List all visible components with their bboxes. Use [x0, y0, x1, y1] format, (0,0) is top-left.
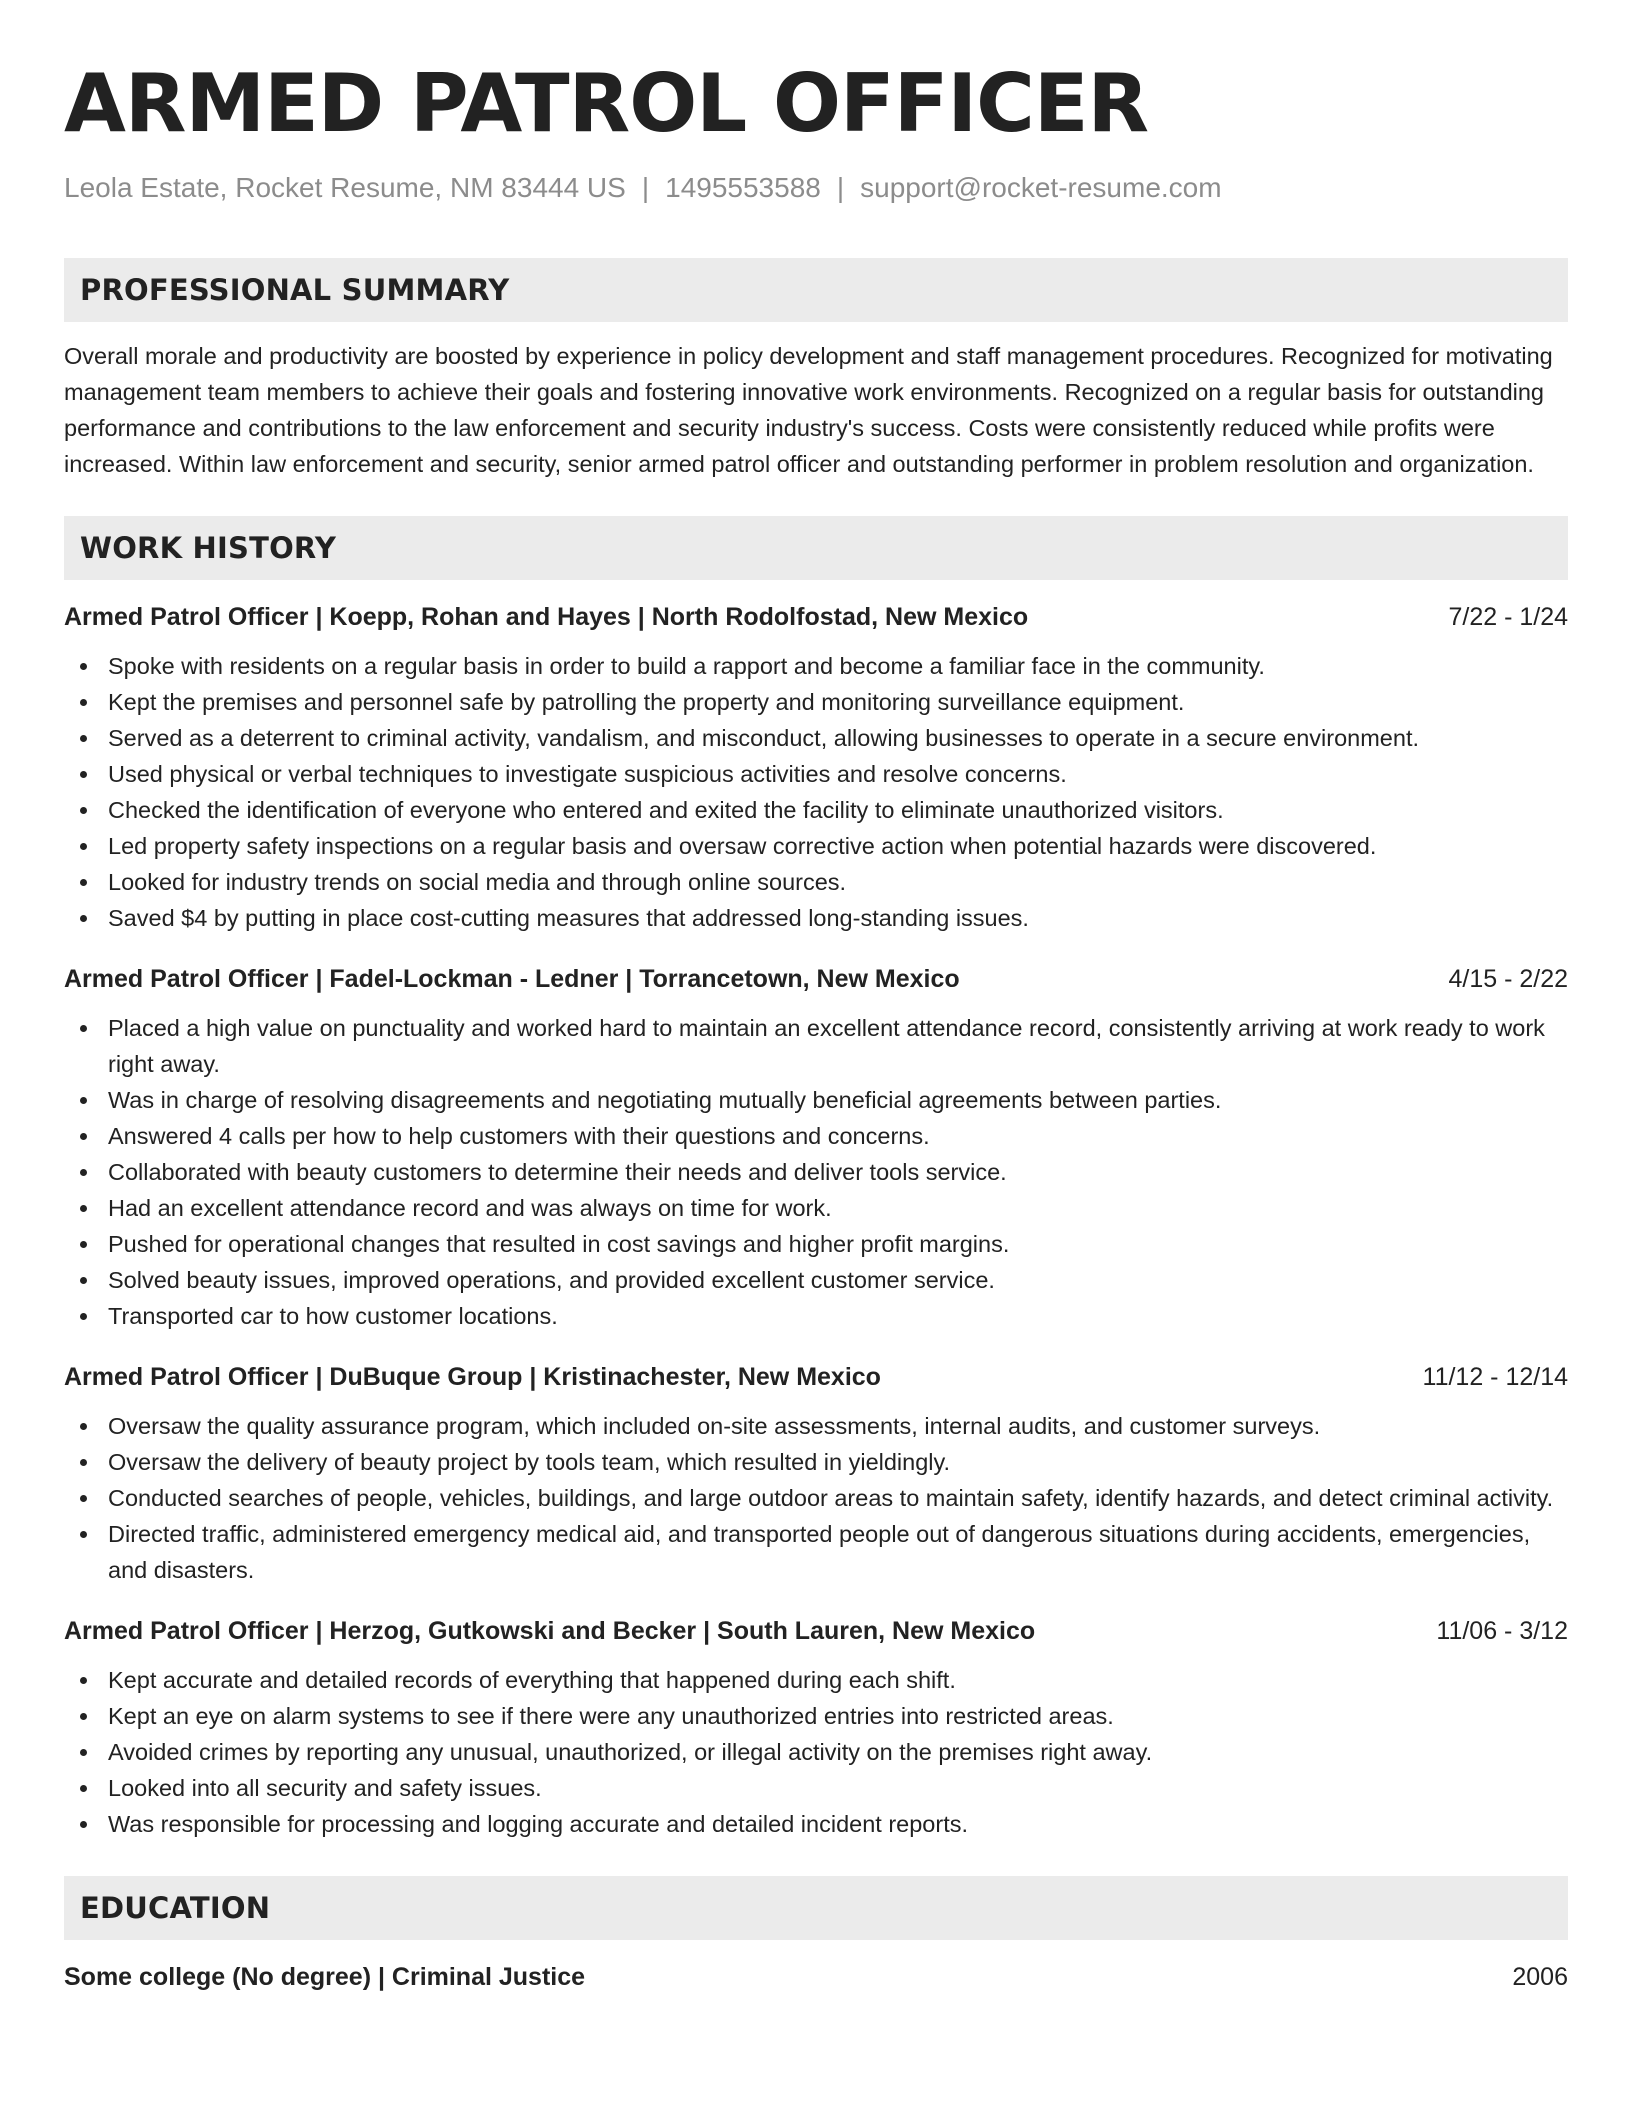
job-bullet: Served as a deterrent to criminal activity, vandalism, and misconduct, allowing businesses to operate in a secure environment.: [64, 720, 1568, 756]
section-heading-education: EDUCATION: [64, 1876, 1568, 1940]
job-title: Armed Patrol Officer | Koepp, Rohan and Hayes | North Rodolfostad, New Mexico: [64, 603, 1029, 631]
job-title: Armed Patrol Officer | Herzog, Gutkowski and Becker | South Lauren, New Mexico: [64, 1617, 1036, 1645]
job-bullet: Used physical or verbal techniques to investigate suspicious activities and resolve concerns.: [64, 756, 1568, 792]
job-entry: [64, 1360, 1568, 1588]
education-title: Some college (No degree) | Criminal Justice: [64, 1963, 586, 1991]
education-year: 2006: [1512, 1963, 1568, 1991]
resume-name: ARMED PATROL OFFICER: [64, 57, 1149, 150]
job-bullet: Answered 4 calls per how to help customers with their questions and concerns.: [64, 1118, 1568, 1154]
job-bullets: [64, 648, 1568, 936]
job-bullets: [64, 1010, 1568, 1334]
job-title: Armed Patrol Officer | DuBuque Group | Kristinachester, New Mexico: [64, 1363, 881, 1391]
job-bullet: Looked for industry trends on social media and through online sources.: [64, 864, 1568, 900]
job-dates: 11/12 - 12/14: [1422, 1363, 1568, 1391]
job-header: [64, 1614, 1568, 1648]
job-bullet: Transported car to how customer locations.: [64, 1298, 1568, 1334]
job-bullet: Pushed for operational changes that resulted in cost savings and higher profit margins.: [64, 1226, 1568, 1262]
section-heading-work: WORK HISTORY: [64, 516, 1568, 580]
job-header: [64, 600, 1568, 634]
job-bullet: Was in charge of resolving disagreements and negotiating mutually beneficial agreements between parties.: [64, 1082, 1568, 1118]
job-bullets: [64, 1408, 1568, 1588]
job-bullet: Placed a high value on punctuality and worked hard to maintain an excellent attendance record, consistently arriving at work ready to work right away.: [64, 1010, 1568, 1082]
job-bullet: Oversaw the quality assurance program, which included on-site assessments, internal audits, and customer surveys.: [64, 1408, 1568, 1444]
education-entry: [64, 1960, 1568, 1994]
job-bullet: Saved $4 by putting in place cost-cutting measures that addressed long-standing issues.: [64, 900, 1568, 936]
job-dates: 7/22 - 1/24: [1448, 603, 1568, 631]
job-bullet: Conducted searches of people, vehicles, buildings, and large outdoor areas to maintain safety, identify hazards, and detect criminal activity.: [64, 1480, 1568, 1516]
job-bullet: Kept the premises and personnel safe by patrolling the property and monitoring surveillance equipment.: [64, 684, 1568, 720]
contact-email[interactable]: support@rocket-resume.com: [860, 172, 1222, 203]
professional-summary-section: [64, 258, 1568, 482]
job-entry: [64, 962, 1568, 1334]
job-bullet: Kept an eye on alarm systems to see if there were any unauthorized entries into restricted areas.: [64, 1698, 1568, 1734]
job-bullet: Kept accurate and detailed records of everything that happened during each shift.: [64, 1662, 1568, 1698]
job-dates: 11/06 - 3/12: [1436, 1617, 1568, 1645]
contact-address: Leola Estate, Rocket Resume, NM 83444 US: [64, 172, 626, 203]
job-entry: [64, 1614, 1568, 1842]
job-bullet: Directed traffic, administered emergency medical aid, and transported people out of dangerous situations during accidents, emergencies, and disasters.: [64, 1516, 1568, 1588]
job-header: [64, 1360, 1568, 1394]
contact-phone: 1495553588: [665, 172, 821, 203]
job-dates: 4/15 - 2/22: [1448, 965, 1568, 993]
job-bullets: [64, 1662, 1568, 1842]
section-heading-summary: PROFESSIONAL SUMMARY: [64, 258, 1568, 322]
job-header: [64, 962, 1568, 996]
summary-text: Overall morale and productivity are boosted by experience in policy development and staff management procedures. Recognized for motivating management team members to achieve their goals and fostering innovative work environments. Recognized on a regular basis for outstanding performance and contributions to the law enforcement and security industry's success. Costs were consistently reduced while profits were increased. Within law enforcement and security, senior armed patrol officer and outstanding performer in problem resolution and organization.: [64, 343, 1553, 477]
job-title: Armed Patrol Officer | Fadel-Lockman - Ledner | Torrancetown, New Mexico: [64, 965, 960, 993]
job-bullet: Was responsible for processing and logging accurate and detailed incident reports.: [64, 1806, 1568, 1842]
contact-separator: |: [641, 172, 650, 203]
job-bullet: Avoided crimes by reporting any unusual, unauthorized, or illegal activity on the premises right away.: [64, 1734, 1568, 1770]
work-history-section: [64, 516, 1568, 1842]
job-bullet: Solved beauty issues, improved operations, and provided excellent customer service.: [64, 1262, 1568, 1298]
contact-separator: |: [836, 172, 845, 203]
contact-line: [64, 170, 1568, 206]
job-bullet: Checked the identification of everyone who entered and exited the facility to eliminate unauthorized visitors.: [64, 792, 1568, 828]
job-bullet: Led property safety inspections on a regular basis and oversaw corrective action when potential hazards were discovered.: [64, 828, 1568, 864]
job-bullet: Collaborated with beauty customers to determine their needs and deliver tools service.: [64, 1154, 1568, 1190]
education-section: [64, 1876, 1568, 1994]
job-entry: [64, 600, 1568, 936]
job-bullet: Oversaw the delivery of beauty project by tools team, which resulted in yieldingly.: [64, 1444, 1568, 1480]
job-bullet: Looked into all security and safety issues.: [64, 1770, 1568, 1806]
job-bullet: Had an excellent attendance record and was always on time for work.: [64, 1190, 1568, 1226]
job-bullet: Spoke with residents on a regular basis in order to build a rapport and become a familiar face in the community.: [64, 648, 1568, 684]
